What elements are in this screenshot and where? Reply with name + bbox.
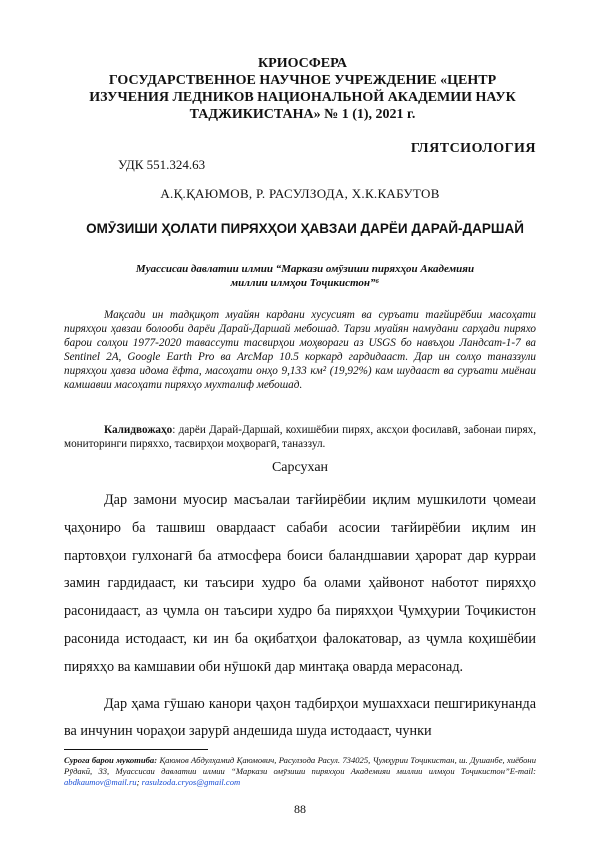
authors: А.Қ.ҚАЮМОВ, Р. РАСУЛЗОДА, Х.К.КАБУТОВ: [160, 186, 440, 201]
udc-code: УДК 551.324.63: [118, 157, 206, 172]
introduction-heading: Сарсухан: [271, 460, 329, 475]
footnote-text: Қаюмов Абдулҳамид Қаюмович, Расулзода Расул. 734025, Ҷумҳурии Тоҷикистан, ш. Душанбе, хиёбони Рӯдакӣ, 33, Муассисаи давлатии илмии “Маркази омӯзиши пиряхҳои Академияи миллии илмҳои Тоҷикистон”E-mail:: [64, 755, 536, 776]
footnote: [64, 755, 536, 788]
footnote-label: Сурога барои мукотиба:: [64, 755, 158, 765]
journal-header-line1: КРИОСФЕРА: [258, 56, 347, 71]
journal-header: [70, 55, 535, 123]
section-label: ГЛЯТСИОЛОГИЯ: [410, 141, 536, 156]
footnote-divider: [64, 749, 208, 750]
email-link-1[interactable]: abdkaumov@mail.ru: [64, 777, 137, 787]
page-number: 88: [294, 802, 306, 816]
abstract: Мақсади ин тадқиқот муайян кардани хусусият ва суръати тағйирёбии масоҳати пиряхҳои ҳавзаи болооби дарёи Дарай-Даршай мебошад. Тарзи муайян намудани сарҳади пиряхо барои солҳои 1977-2020 тавассути тасвирҳои моҳвораги аз USGS бо навъҳои Ландсат-1-7 ва Sentinel 2A, Google Earth Pro ва ArcMap 10.5 коркард гардидааст. Дар ин солҳо таназзули пиряхҳои ҳавза идома ёфта, масоҳати онҳо 9,133 км² (19,92%) кам шудааст ва суръати миёнаи камшавии масоҳати пиряхҳо мухталиф мебошад.: [64, 309, 536, 391]
journal-header-line2: ГОСУДАРСТВЕННОЕ НАУЧНОЕ УЧРЕЖДЕНИЕ «ЦЕНТР ИЗУЧЕНИЯ ЛЕДНИКОВ НАЦИОНАЛЬНОЙ АКАДЕМИИ НАУК ТАДЖИКИСТАНА» № 1 (1), 2021 г.: [89, 73, 516, 122]
paper-title: ОМӮЗИШИ ҲОЛАТИ ПИРЯХҲОИ ҲАВЗАИ ДАРЁИ ДАРАЙ-ДАРШАЙ: [86, 221, 524, 236]
keywords-text: : дарёи Дарай-Даршай, кохишёбии пирях, аксҳои фосилавӣ, забонаи пирях, мониторинги пиряххо, тасвирҳои моҳворагӣ, таназзул.: [64, 424, 536, 450]
keywords: [64, 423, 536, 451]
paragraph: Дар замони муосир масъалаи тағйирёбии иқлим мушкилоти ҷомеаи ҷаҳониро ба ташвиш овардааст сабаби асосии тағйирёбии иқлим ин партовҳои гулхонагӣ ба атмосфера боиси баландшавии ҳарорат дар курраи замин гардидааст, ки таъсири худро ба олами ҳайвонот наботот пиряхҳо расонидааст, аз ҷумла он таъсири худро ба пиряхҳои Ҷумҳурии Тоҷикистон расонида истодааст, ки ин ба оқибатҳои фалокатовар, аз ҷумла коҳишёбии пиряхҳо ва камшавии оби нӯшокӣ дар минтақа оварда мерасонад.: [64, 492, 536, 675]
affiliation: Муассисаи давлатии илмии “Маркази омӯзиши пиряхҳои Академияи миллии илмҳои Тоҷикистон”⁶: [135, 263, 475, 289]
paragraph: Дар ҳама гӯшаю канори ҷаҳон тадбирҳои мушаххаси пешгирикунанда ва инчунин чораҳои зарурӣ андешида шуда истодааст, чунки: [64, 695, 536, 740]
keywords-label: Калидвожаҳо: [104, 424, 173, 436]
footnote-separator: ;: [136, 777, 142, 787]
body-text: [64, 487, 536, 746]
email-link-2[interactable]: rasulzoda.cryos@gmail.com: [141, 777, 241, 787]
